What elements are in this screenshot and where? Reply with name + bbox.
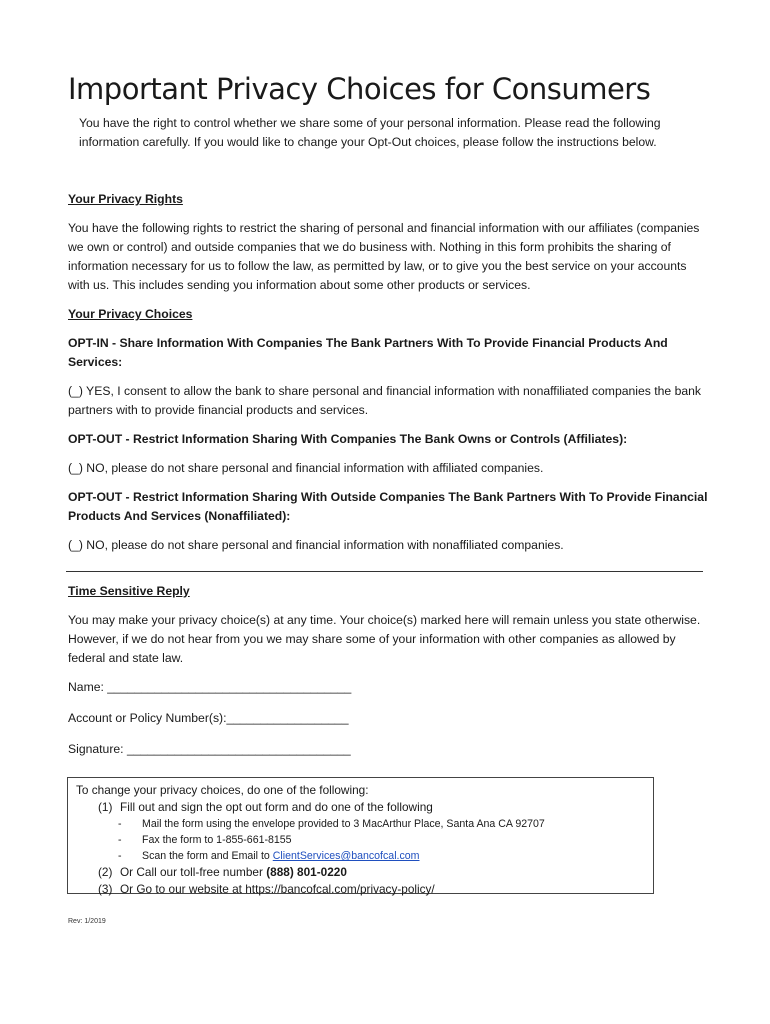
instruction-item-3 (98, 881, 645, 898)
instructions-intro: To change your privacy choices, do one of the following: (76, 783, 369, 797)
time-sensitive-body: You may make your privacy choice(s) at any time. Your choice(s) marked here will remain unless you state otherwise. However, if we do not hear from you we may share some of your information with other companies as allowed by federal and state law. (68, 613, 701, 665)
privacy-choices-heading: Your Privacy Choices (68, 307, 193, 321)
bullet-dash: - (118, 834, 122, 846)
revision-label: Rev: 1/2019 (68, 918, 106, 925)
sub-text: Mail the form using the envelope provided to 3 MacArthur Place, Santa Ana CA 92707 (142, 818, 545, 830)
item-text: Or Go to our website at https://bancofcal.com/privacy-policy/ (120, 882, 435, 896)
optout-affiliates-heading: OPT-OUT - Restrict Information Sharing With Companies The Bank Owns or Controls (Affiliates): (68, 432, 628, 446)
phone-number: (888) 801-0220 (266, 865, 347, 879)
sub-text: Fax the form to 1-855-661-8155 (142, 834, 292, 846)
optout-nonaffiliated-heading: OPT-OUT - Restrict Information Sharing With Outside Companies The Bank Partners With To Provide Financial Products And Services (Nonaffiliated): (68, 490, 708, 523)
instructions-box (67, 777, 654, 894)
sub-text: Scan the form and Email to (142, 850, 273, 862)
page-title: Important Privacy Choices for Consumers (68, 72, 651, 106)
optin-choice[interactable]: (_) YES, I consent to allow the bank to share personal and financial information with nonaffiliated companies the bank partners with to provide financial products and services. (68, 384, 702, 417)
bullet-dash: - (118, 850, 122, 862)
optout-affiliates-choice[interactable]: (_) NO, please do not share personal and financial information with affiliated companies. (68, 461, 544, 475)
instruction-item-2 (98, 864, 645, 881)
section-divider (66, 571, 703, 572)
instruction-sub-mail (118, 816, 645, 832)
privacy-rights-body: You have the following rights to restrict the sharing of personal and financial information with our affiliates (companies we own or control) and outside companies that we do business with. Nothing in this form prohibits the sharing of information necessary for us to follow the law, as permitted by law, or to give you the best service on your accounts with us. This includes sending you information about some other products or services. (68, 221, 700, 292)
item-text: Or Call our toll-free number (120, 865, 267, 879)
name-field[interactable]: Name: ____________________________________ (68, 680, 352, 694)
optout-nonaffiliated-choice[interactable]: (_) NO, please do not share personal and financial information with nonaffiliated companies. (68, 538, 564, 552)
instruction-item-1 (98, 799, 645, 816)
instruction-sub-fax (118, 832, 645, 848)
bullet-dash: - (118, 818, 122, 830)
item-number: (3) (98, 882, 113, 896)
item-number: (2) (98, 865, 113, 879)
intro-text: You have the right to control whether we share some of your personal information. Please read the following information carefully. If you would like to change your Opt-Out choices, please follow the instructions below. (79, 116, 661, 149)
time-sensitive-heading: Time Sensitive Reply (68, 584, 190, 598)
optin-heading: OPT-IN - Share Information With Companies The Bank Partners With To Provide Financial Products And Services: (68, 336, 668, 369)
item-number: (1) (98, 800, 113, 814)
main-content (68, 190, 708, 771)
signature-field[interactable]: Signature: _________________________________ (68, 742, 351, 756)
email-link[interactable]: ClientServices@bancofcal.com (272, 850, 420, 862)
instruction-sub-email (118, 848, 645, 864)
item-text: Fill out and sign the opt out form and do one of the following (120, 800, 433, 814)
account-number-field[interactable]: Account or Policy Number(s):__________________ (68, 711, 349, 725)
privacy-rights-heading: Your Privacy Rights (68, 192, 183, 206)
